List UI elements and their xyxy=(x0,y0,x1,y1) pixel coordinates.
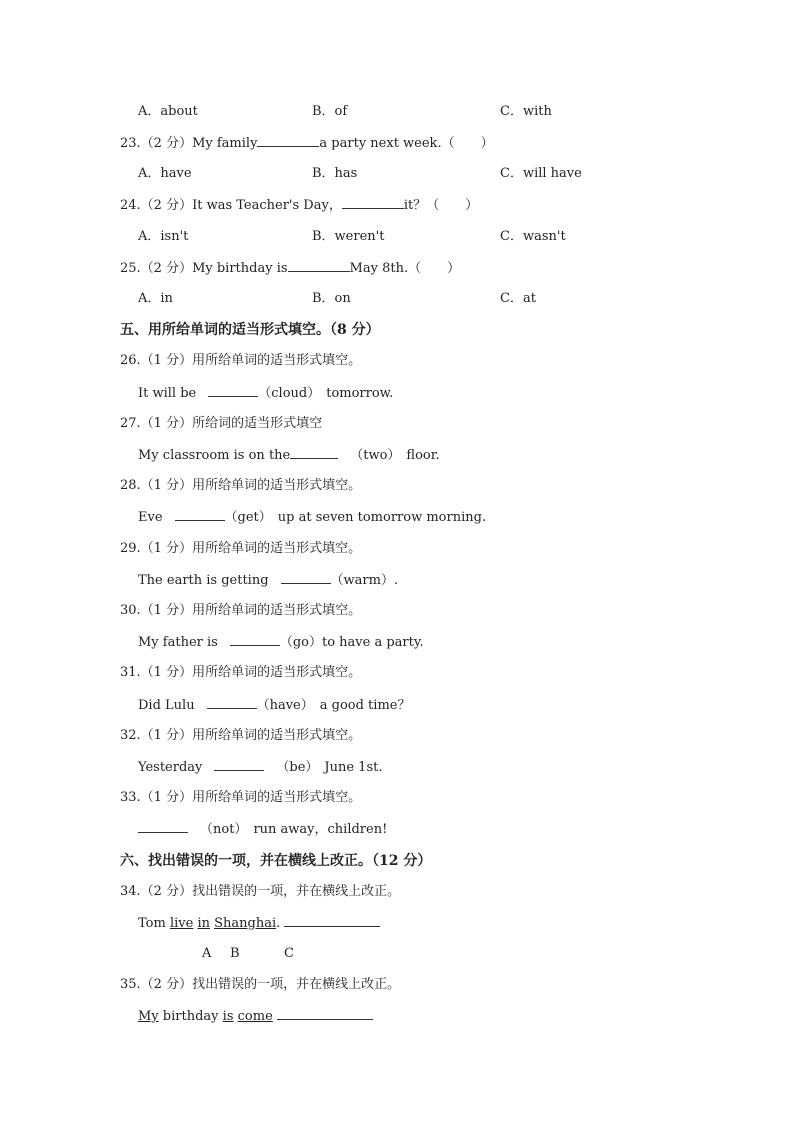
q30-post: to have a party. xyxy=(321,635,424,650)
q35-word-1: My xyxy=(138,1009,159,1024)
question-31-sentence xyxy=(138,696,410,715)
q26-blank xyxy=(208,384,258,397)
q35-word-2: birthday xyxy=(162,1009,219,1024)
question-27-stem: 27.（1 分）所给词的适当形式填空 xyxy=(120,416,323,431)
q24-option-a: A．isn't xyxy=(138,229,189,244)
q23-suffix: a party next week.（ ） xyxy=(319,136,494,151)
q25-option-b: B．on xyxy=(312,291,351,306)
q32-pre: Yesterday xyxy=(138,760,203,775)
q23-option-c: C．will have xyxy=(500,166,582,181)
q25-prefix: 25.（2 分）My birthday is xyxy=(120,261,288,276)
q25-blank xyxy=(288,259,350,272)
q31-pre: Did Lulu xyxy=(138,698,195,713)
q24-option-b: B．weren't xyxy=(312,229,385,244)
q26-word: （cloud） xyxy=(258,386,321,401)
q29-word: （warm） xyxy=(330,573,394,588)
q30-pre: My father is xyxy=(138,635,218,650)
question-28-stem: 28.（1 分）用所给单词的适当形式填空。 xyxy=(120,478,362,493)
q34-answer-line xyxy=(284,914,380,927)
question-32-sentence xyxy=(138,758,382,777)
question-27-sentence xyxy=(138,446,440,465)
q34-label-c: C xyxy=(284,946,294,961)
q31-word: （have） xyxy=(256,698,314,713)
q28-post: up at seven tomorrow morning. xyxy=(277,510,487,525)
q27-blank xyxy=(290,446,338,459)
q35-word-3: is xyxy=(222,1009,234,1024)
q30-word: （go） xyxy=(279,635,322,650)
question-30-stem: 30.（1 分）用所给单词的适当形式填空。 xyxy=(120,603,362,618)
q28-pre: Eve xyxy=(138,510,163,525)
q33-blank xyxy=(138,820,188,833)
question-26-stem: 26.（1 分）用所给单词的适当形式填空。 xyxy=(120,353,362,368)
question-29-sentence xyxy=(138,571,398,590)
q24-suffix: it？（ ） xyxy=(403,198,479,213)
question-24 xyxy=(120,196,478,215)
q23-option-a: A．have xyxy=(138,166,192,181)
q24-option-c: C．wasn't xyxy=(500,229,566,244)
question-32-stem: 32.（1 分）用所给单词的适当形式填空。 xyxy=(120,728,362,743)
section-5-title: 五、用所给单词的适当形式填空。（8 分） xyxy=(120,322,380,338)
q31-blank xyxy=(207,696,257,709)
q29-blank xyxy=(281,571,331,584)
q35-word-4: come xyxy=(237,1009,273,1024)
q34-word-4: Shanghai xyxy=(214,916,277,931)
q24-blank xyxy=(342,196,404,209)
q27-pre: My classroom is on the xyxy=(138,448,291,463)
question-28-sentence xyxy=(138,508,486,527)
q34-period: . xyxy=(276,916,281,931)
q29-pre: The earth is getting xyxy=(138,573,269,588)
q26-post: tomorrow. xyxy=(326,386,394,401)
q30-blank xyxy=(230,633,280,646)
q34-label-b: B xyxy=(230,946,240,961)
question-33-sentence xyxy=(138,820,387,839)
q24-prefix: 24.（2 分）It was Teacher's Day， xyxy=(120,198,342,213)
q31-post: a good time？ xyxy=(319,698,411,713)
q27-word: （two） xyxy=(350,448,401,463)
q25-option-c: C．at xyxy=(500,291,536,306)
q34-label-a: A xyxy=(202,946,212,961)
q32-word: （be） xyxy=(276,760,319,775)
q23-blank xyxy=(257,134,319,147)
question-35-stem: 35.（2 分）找出错误的一项，并在横线上改正。 xyxy=(120,977,401,992)
q25-suffix: May 8th.（ ） xyxy=(349,261,461,276)
q26-pre: It will be xyxy=(138,386,197,401)
q23-option-b: B．has xyxy=(312,166,358,181)
q22-option-b: B．of xyxy=(312,104,348,119)
q34-word-3: in xyxy=(197,916,210,931)
q22-option-c: C．with xyxy=(500,104,552,119)
q28-word: （get） xyxy=(224,510,272,525)
question-29-stem: 29.（1 分）用所给单词的适当形式填空。 xyxy=(120,541,362,556)
q27-post: floor. xyxy=(406,448,440,463)
q32-blank xyxy=(214,758,264,771)
q25-option-a: A．in xyxy=(138,291,173,306)
q22-option-a: A．about xyxy=(138,104,198,119)
q33-post: run away，children! xyxy=(253,822,388,837)
q23-prefix: 23.（2 分）My family xyxy=(120,136,258,151)
question-33-stem: 33.（1 分）用所给单词的适当形式填空。 xyxy=(120,790,362,805)
question-30-sentence xyxy=(138,633,424,652)
q35-answer-line xyxy=(277,1007,373,1020)
q34-word-1: Tom xyxy=(138,916,166,931)
question-25 xyxy=(120,259,460,278)
q32-post: June 1st. xyxy=(324,760,383,775)
q28-blank xyxy=(175,508,225,521)
q29-post: . xyxy=(393,573,399,588)
question-35-sentence xyxy=(138,1007,373,1026)
section-6-title: 六、找出错误的一项，并在横线上改正。（12 分） xyxy=(120,853,432,869)
question-26-sentence xyxy=(138,384,393,403)
q33-word: （not） xyxy=(200,822,248,837)
question-31-stem: 31.（1 分）用所给单词的适当形式填空。 xyxy=(120,665,362,680)
question-34-stem: 34.（2 分）找出错误的一项，并在横线上改正。 xyxy=(120,884,401,899)
q34-word-2: live xyxy=(169,916,194,931)
question-23 xyxy=(120,134,494,153)
question-34-sentence xyxy=(138,914,380,933)
